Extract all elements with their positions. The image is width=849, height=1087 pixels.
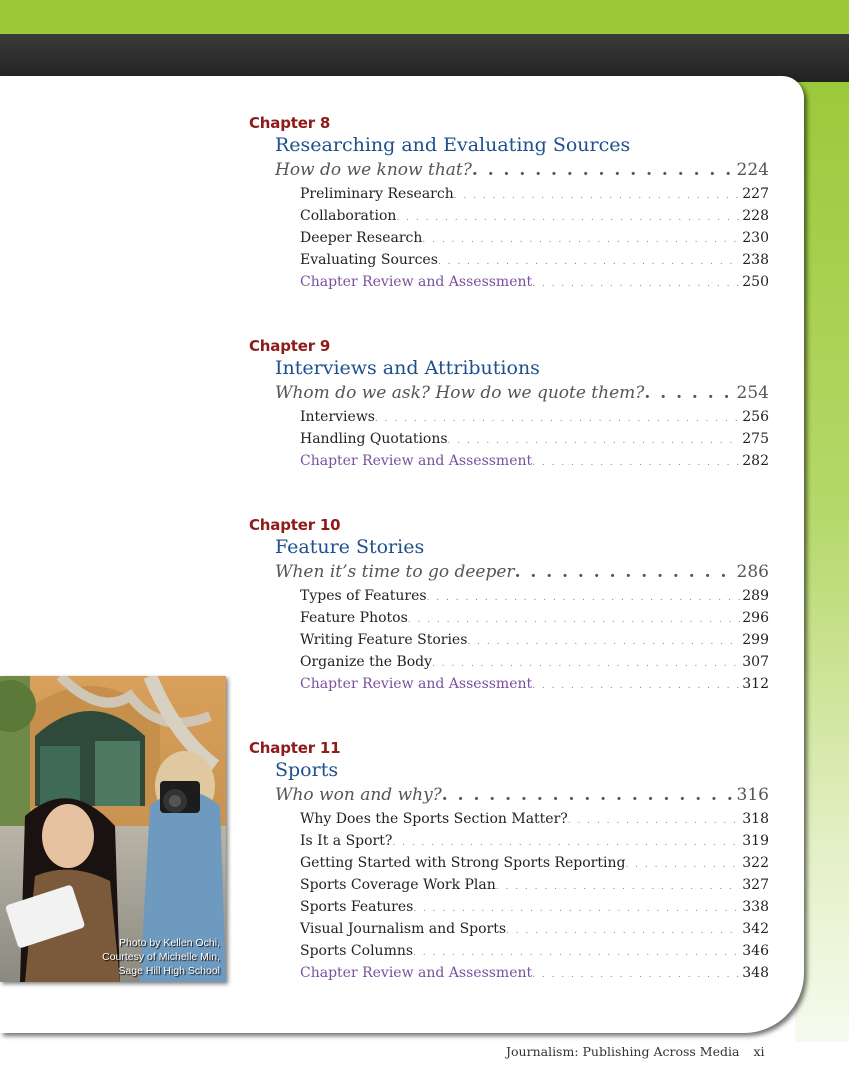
dot-leader — [442, 783, 734, 808]
chapter-review-entry[interactable] — [300, 450, 769, 472]
page-number: 307 — [742, 654, 769, 670]
entry-title: Types of Features — [300, 588, 427, 604]
page-number: 282 — [742, 453, 769, 469]
page-number: 299 — [742, 632, 769, 648]
dot-leader — [532, 675, 740, 697]
entry-title: Sports Coverage Work Plan — [300, 877, 496, 893]
toc-entry[interactable] — [300, 830, 769, 852]
photo-credit-line: Courtesy of Michelle Min, — [102, 951, 220, 963]
dot-leader — [515, 560, 734, 585]
page-number: 275 — [742, 431, 769, 447]
page-number: 296 — [742, 610, 769, 626]
toc-entry[interactable] — [300, 896, 769, 918]
dot-leader — [396, 207, 740, 229]
toc-entry[interactable] — [300, 406, 769, 428]
entry-title: Sports Features — [300, 899, 414, 915]
page-number: 346 — [742, 943, 769, 959]
dot-leader — [422, 229, 740, 251]
dot-leader — [532, 273, 740, 295]
chapter-8 — [249, 113, 769, 293]
entry-title: Organize the Body — [300, 654, 433, 670]
chapter-9 — [249, 336, 769, 472]
entry-title: Why Does the Sports Section Matter? — [300, 811, 568, 827]
page-number: 286 — [736, 562, 769, 582]
page-number: 256 — [742, 409, 769, 425]
dot-leader — [625, 854, 740, 876]
student-journalists-photo — [0, 676, 226, 982]
toc-entry[interactable] — [300, 205, 769, 227]
dot-leader — [438, 251, 740, 273]
toc-entry[interactable] — [300, 183, 769, 205]
dot-leader — [506, 920, 740, 942]
chapter-title[interactable]: Interviews and Attributions — [275, 357, 540, 379]
page-number: 319 — [742, 833, 769, 849]
toc-entry[interactable] — [300, 629, 769, 651]
entry-title: Chapter Review and Assessment — [300, 676, 533, 692]
entry-title: Getting Started with Strong Sports Reporting — [300, 855, 626, 871]
chapter-question-row[interactable] — [275, 381, 769, 406]
entry-title: Chapter Review and Assessment — [300, 453, 533, 469]
page-number: 254 — [736, 383, 769, 403]
dot-leader — [644, 381, 733, 406]
toc-entry[interactable] — [300, 428, 769, 450]
dot-leader — [467, 631, 740, 653]
dot-leader — [448, 430, 741, 452]
dot-leader — [454, 185, 741, 207]
entry-title: Sports Columns — [300, 943, 414, 959]
chapter-label: Chapter 10 — [249, 516, 341, 534]
toc-entry[interactable] — [300, 227, 769, 249]
toc-entry[interactable] — [300, 249, 769, 271]
chapter-label: Chapter 9 — [249, 337, 331, 355]
entry-title: Deeper Research — [300, 230, 423, 246]
page-number: 322 — [742, 855, 769, 871]
chapter-question: Whom do we ask? How do we quote them? — [275, 383, 645, 403]
chapter-question-row[interactable] — [275, 560, 769, 585]
toc-entry[interactable] — [300, 918, 769, 940]
dot-leader — [568, 810, 740, 832]
chapter-title[interactable]: Researching and Evaluating Sources — [275, 134, 631, 156]
page-footer — [506, 1044, 765, 1059]
page-number: 230 — [742, 230, 769, 246]
chapter-title[interactable]: Sports — [275, 759, 339, 781]
chapter-question: How do we know that? — [275, 160, 472, 180]
chapter-question-row[interactable] — [275, 158, 769, 183]
entry-title: Feature Photos — [300, 610, 408, 626]
chapter-question-row[interactable] — [275, 783, 769, 808]
entry-title: Is It a Sport? — [300, 833, 393, 849]
entry-title: Chapter Review and Assessment — [300, 274, 533, 290]
page-number: 316 — [736, 785, 769, 805]
toc-entry[interactable] — [300, 874, 769, 896]
dot-leader — [532, 964, 740, 986]
chapter-10 — [249, 515, 769, 695]
chapter-title[interactable]: Feature Stories — [275, 536, 425, 558]
entry-title: Visual Journalism and Sports — [300, 921, 507, 937]
toc-entry[interactable] — [300, 852, 769, 874]
entry-title: Chapter Review and Assessment — [300, 965, 533, 981]
toc-entry[interactable] — [300, 808, 769, 830]
chapter-review-entry[interactable] — [300, 271, 769, 293]
page-number: 227 — [742, 186, 769, 202]
toc-entry[interactable] — [300, 940, 769, 962]
photo-credit-line: Sage Hill High School — [118, 965, 220, 977]
dot-leader — [432, 653, 740, 675]
chapter-label: Chapter 11 — [249, 739, 341, 757]
page-number: 224 — [736, 160, 769, 180]
page-number: 342 — [742, 921, 769, 937]
toc-entry[interactable] — [300, 585, 769, 607]
dot-leader — [375, 408, 740, 430]
entry-title: Writing Feature Stories — [300, 632, 468, 648]
dot-leader — [413, 942, 740, 964]
entry-title: Collaboration — [300, 208, 397, 224]
chapter-11 — [249, 738, 769, 984]
page-number: 289 — [742, 588, 769, 604]
chapter-review-entry[interactable] — [300, 962, 769, 984]
dot-leader — [496, 876, 741, 898]
page-number: 238 — [742, 252, 769, 268]
page-number: 348 — [742, 965, 769, 981]
page-number: 250 — [742, 274, 769, 290]
page-number: 312 — [742, 676, 769, 692]
page-number: 318 — [742, 811, 769, 827]
page-number-footer: xi — [753, 1044, 765, 1059]
dot-leader — [427, 587, 741, 609]
entry-title: Interviews — [300, 409, 375, 425]
dot-leader — [472, 158, 734, 183]
entry-title: Preliminary Research — [300, 186, 454, 202]
page-number: 338 — [742, 899, 769, 915]
toc-entry[interactable] — [300, 651, 769, 673]
photo-credit — [102, 936, 220, 978]
photo-credit-line: Photo by Kellen Ochi, — [119, 937, 220, 949]
page-number: 228 — [742, 208, 769, 224]
entry-title: Evaluating Sources — [300, 252, 438, 268]
book-title: Journalism: Publishing Across Media — [506, 1044, 740, 1059]
dot-leader — [408, 609, 741, 631]
page-number: 327 — [742, 877, 769, 893]
chapter-label: Chapter 8 — [249, 114, 331, 132]
entry-title: Handling Quotations — [300, 431, 448, 447]
chapter-review-entry[interactable] — [300, 673, 769, 695]
dot-leader — [413, 898, 740, 920]
chapter-question: Who won and why? — [275, 785, 442, 805]
dot-leader — [532, 452, 740, 474]
toc-entry[interactable] — [300, 607, 769, 629]
dot-leader — [392, 832, 740, 854]
chapter-question: When it’s time to go deeper — [275, 562, 515, 582]
